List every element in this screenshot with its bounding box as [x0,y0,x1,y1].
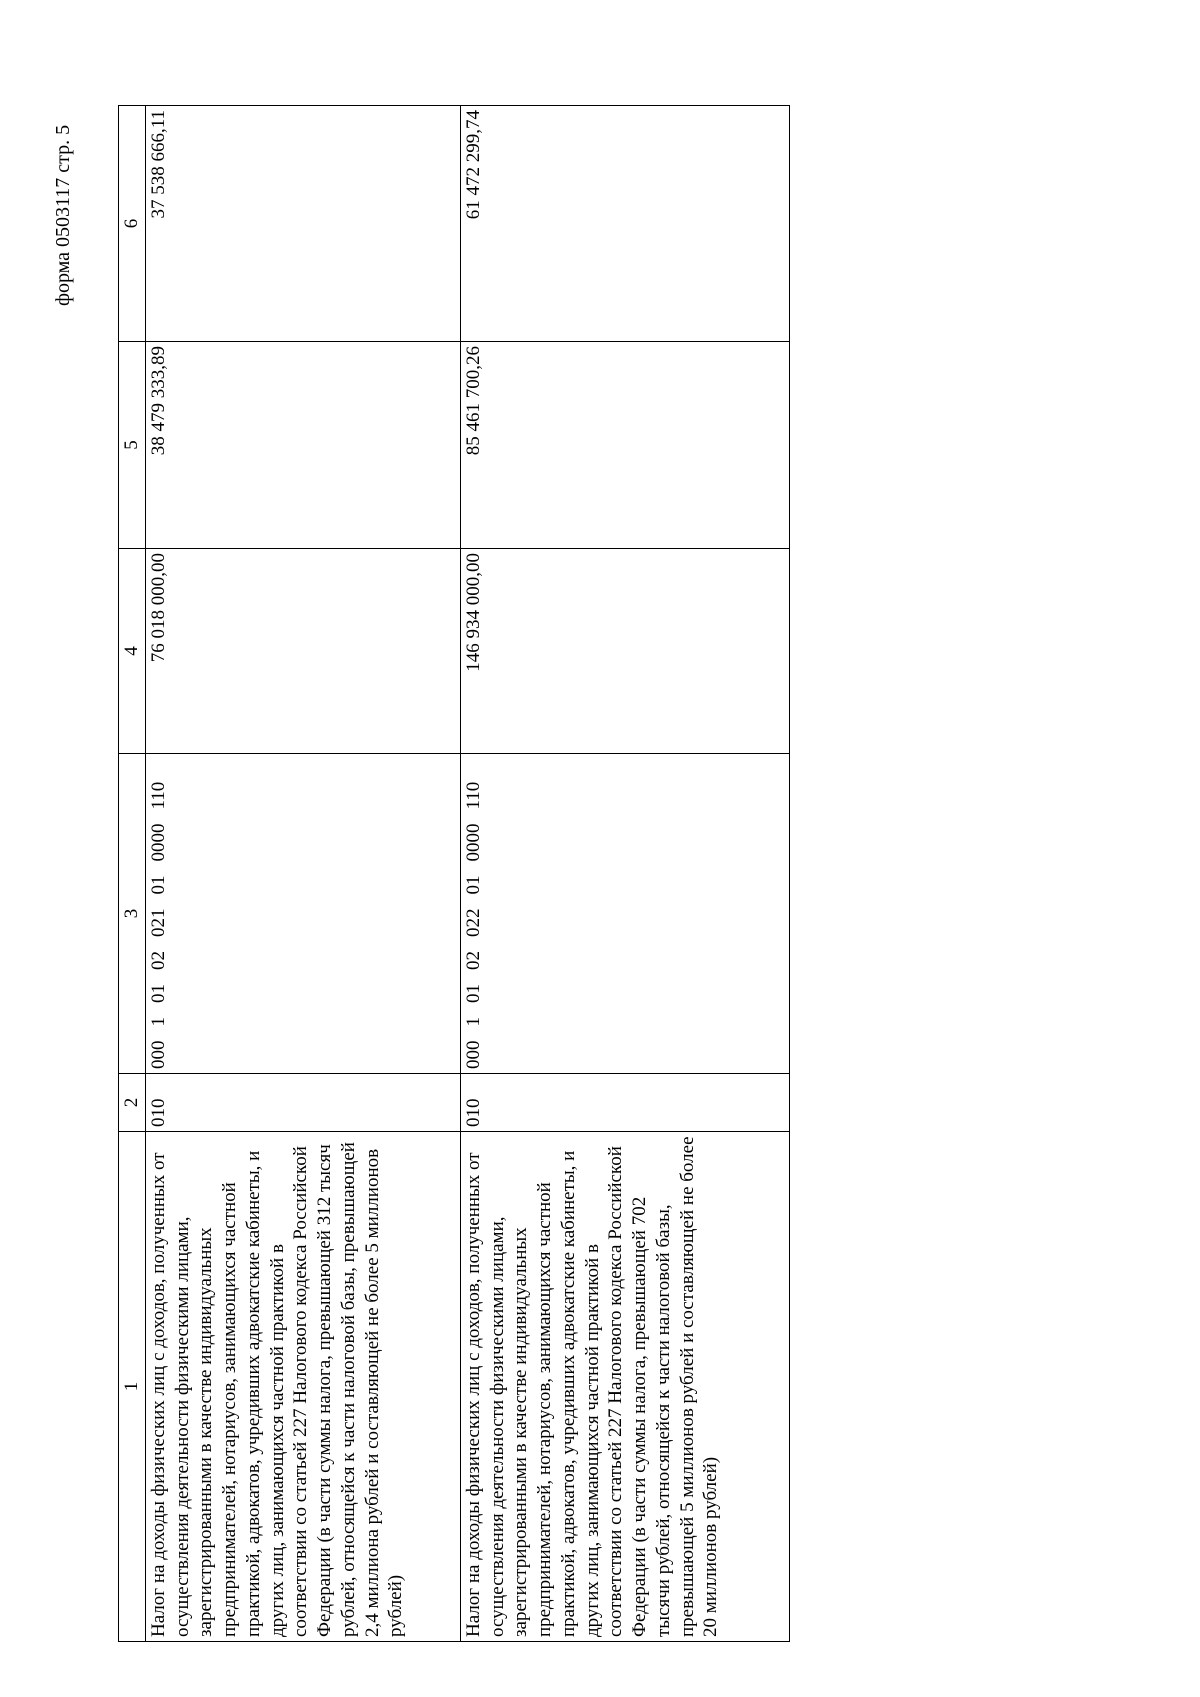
unexecuted-cell: 37 538 666,11 [145,106,460,342]
header-cell: 1 [119,1132,146,1642]
kbk-part: 110 [147,781,169,810]
header-cell: 5 [119,342,146,549]
header-cell: 2 [119,1074,146,1132]
approved-cell: 146 934 000,00 [460,549,789,754]
header-cell: 3 [119,754,146,1074]
description-cell: Налог на доходы физических лиц с доходов, полученных от осуществления деятельности физическими лицами, зарегистрированными в качестве индивидуальных предпринимателей, нотариусов, занимающихся частной практикой, адвокатов, учредивших адвокатские кабинеты, и других лиц, занимающихся частной практикой в соответствии со статьей 227 Налогового кодекса Российской Федерации (в части суммы налога, превышающей 702 тысячи рублей, относящейся к части налоговой базы, превышающей 5 миллионов рублей и составляющей не более 20 миллионов рублей) [460,1132,789,1642]
kbk-part: 02 [147,951,169,970]
line-code-cell: 010 [460,1074,789,1132]
table-row [460,106,789,1642]
kbk-part: 1 [462,1017,484,1027]
kbk-part: 000 [147,1040,169,1069]
kbk-part: 0000 [147,823,169,862]
kbk-part: 021 [147,908,169,937]
kbk-part: 01 [147,984,169,1003]
kbk-part: 01 [147,875,169,895]
executed-cell: 38 479 333,89 [145,342,460,549]
rotated-page [44,106,804,1642]
kbk-part: 022 [462,908,484,937]
description-cell: Налог на доходы физических лиц с доходов, полученных от осуществления деятельности физическими лицами, зарегистрированными в качестве индивидуальных предпринимателей, нотариусов, занимающихся частной практикой, адвокатов, учредивших адвокатские кабинеты, и других лиц, занимающихся частной практикой в соответствии со статьей 227 Налогового кодекса Российской Федерации (в части суммы налога, превышающей 312 тысяч рублей, относящейся к части налоговой базы, превышающей 2,4 миллиона рублей и составляющей не более 5 миллионов рублей) [145,1132,460,1642]
kbk-part: 0000 [462,823,484,862]
kbk-part: 01 [462,875,484,895]
line-code-cell: 010 [145,1074,460,1132]
form-label: форма 0503117 стр. 5 [52,124,74,306]
approved-cell: 76 018 000,00 [145,549,460,754]
kbk-part: 1 [147,1017,169,1027]
unexecuted-cell: 61 472 299,74 [460,106,789,342]
kbk-cell [145,754,460,1074]
kbk-part: 02 [462,951,484,970]
kbk-part: 000 [462,1040,484,1069]
header-cell: 6 [119,106,146,342]
report-table [118,105,790,1642]
kbk-part: 01 [462,984,484,1003]
table-header-row [119,106,146,1642]
kbk-cell [460,754,789,1074]
table-row [145,106,460,1642]
kbk-part: 110 [462,781,484,810]
header-cell: 4 [119,549,146,754]
executed-cell: 85 461 700,26 [460,342,789,549]
